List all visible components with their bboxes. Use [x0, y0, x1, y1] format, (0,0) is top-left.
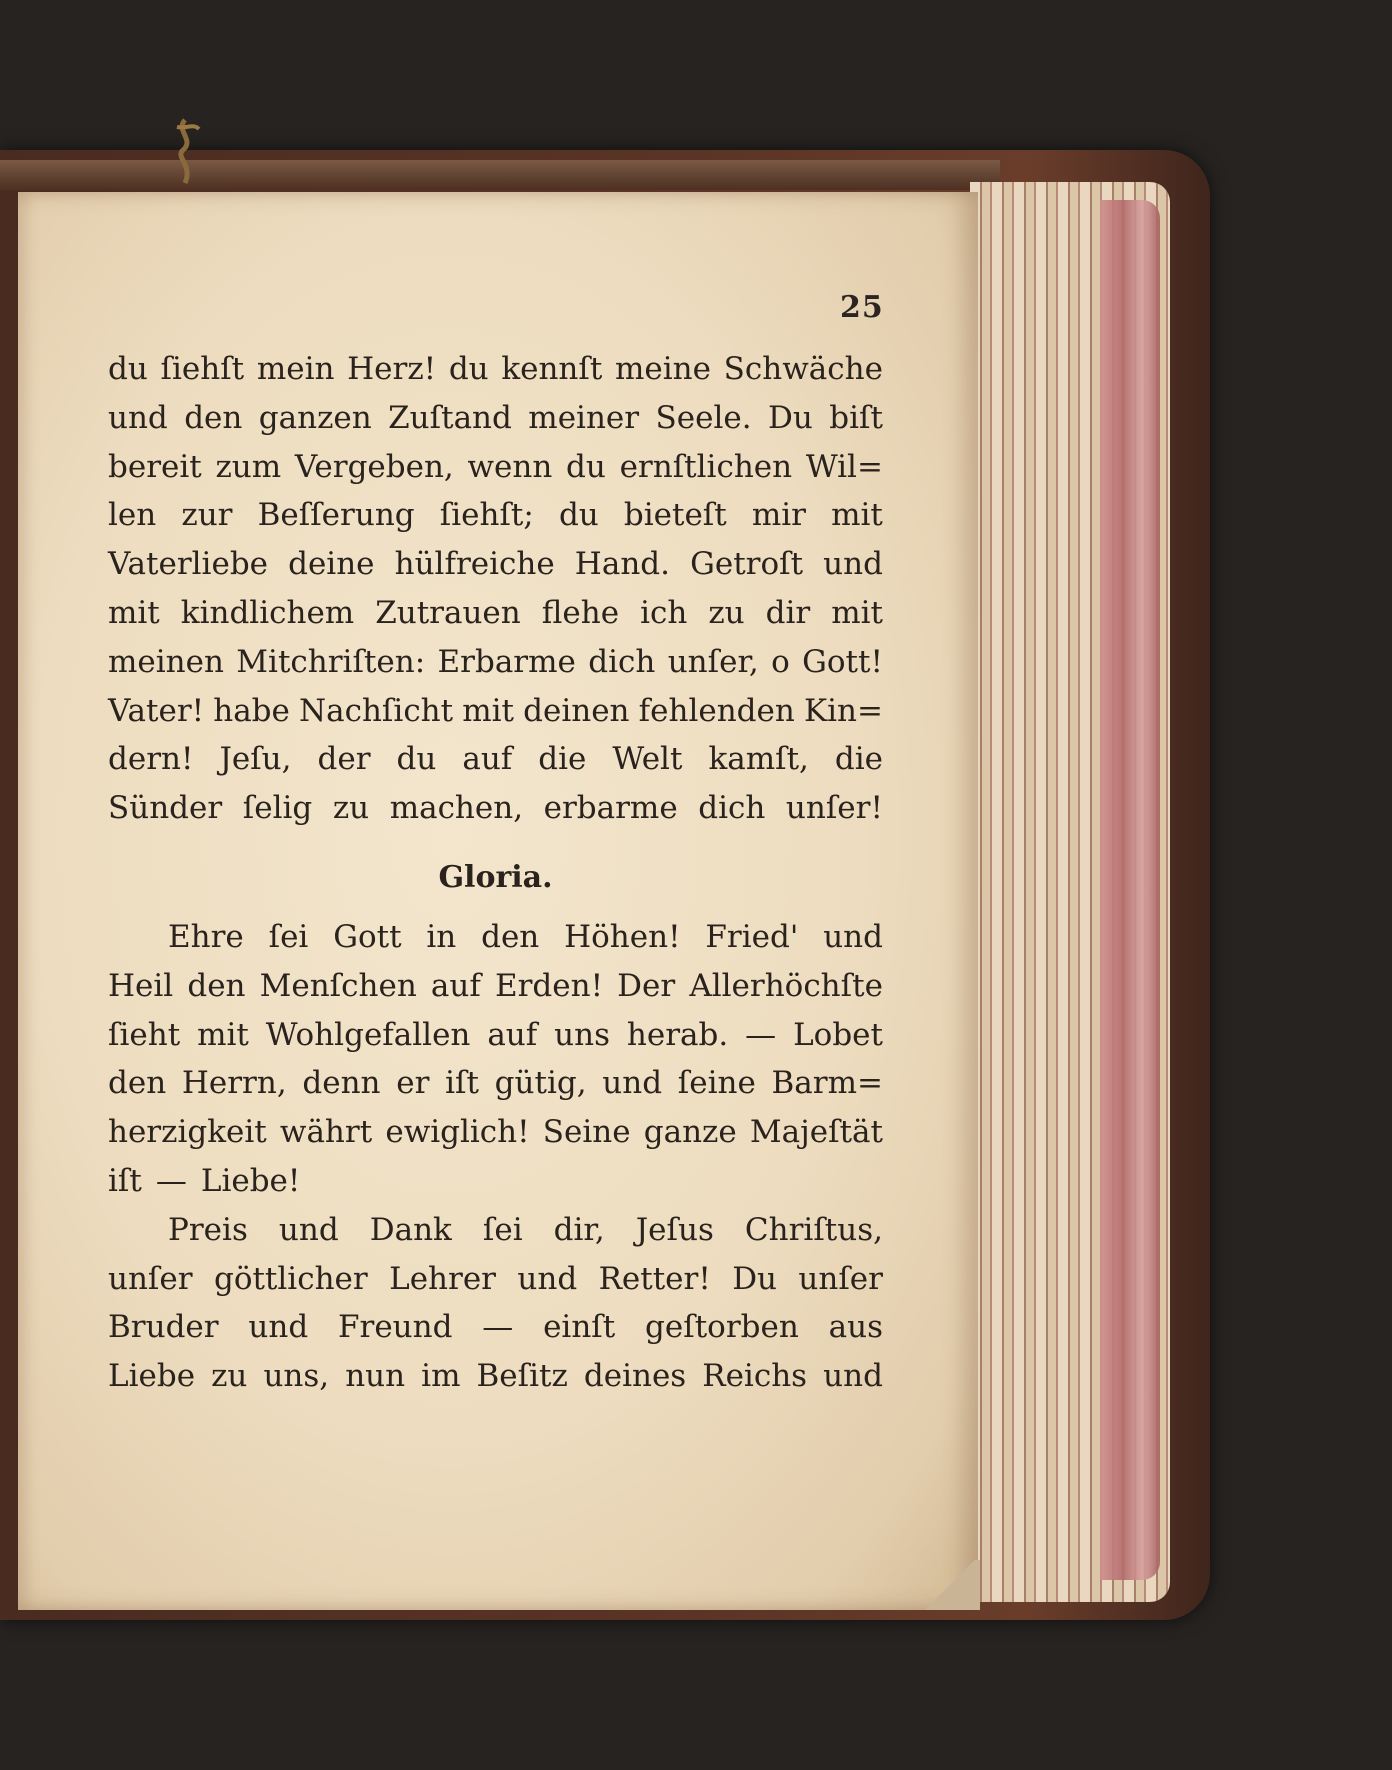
- word: Nachſicht: [299, 692, 454, 729]
- word: habe: [213, 692, 290, 729]
- word: dir: [765, 594, 811, 631]
- word: Schwäche: [723, 351, 883, 387]
- word: Ehre: [168, 918, 244, 955]
- word: Bruder: [108, 1309, 219, 1346]
- word: du: [108, 351, 148, 387]
- word: der: [317, 741, 371, 778]
- text-line: [108, 345, 883, 394]
- word: meiner: [528, 399, 640, 436]
- word: und: [108, 399, 168, 436]
- word: Du: [767, 399, 813, 436]
- word: uns,: [263, 1358, 330, 1395]
- word: du: [558, 497, 599, 534]
- text-line: [108, 1011, 883, 1060]
- word: und: [517, 1260, 578, 1297]
- word: ich: [640, 594, 688, 631]
- word: Herz!: [347, 351, 437, 387]
- word: Freund: [337, 1309, 453, 1346]
- word: ſei: [268, 918, 309, 955]
- word: dern!: [108, 741, 194, 778]
- word: einſt: [543, 1309, 616, 1346]
- word: er: [396, 1065, 430, 1102]
- word: Beſitz: [476, 1358, 568, 1395]
- word: nun: [345, 1358, 406, 1395]
- word: Der: [617, 967, 676, 1004]
- word: und: [248, 1309, 309, 1346]
- text-line: [108, 735, 883, 784]
- word: Reichs: [702, 1358, 808, 1395]
- word: bieteſt: [623, 497, 727, 534]
- page-number: 25: [840, 290, 884, 325]
- word: Wil=: [805, 448, 883, 485]
- word: Sünder: [108, 790, 223, 827]
- word: —: [745, 1016, 777, 1053]
- word: den: [187, 967, 246, 1004]
- text-line: [108, 1157, 883, 1206]
- word: uns: [554, 1016, 610, 1053]
- word: kennſt: [501, 351, 603, 387]
- word: den: [481, 918, 540, 955]
- text-line: [108, 1352, 883, 1401]
- text-line: [108, 638, 883, 687]
- word: Vergeben,: [294, 448, 454, 485]
- word: zum: [215, 448, 282, 485]
- word: die: [834, 741, 883, 778]
- word: mein: [256, 351, 335, 387]
- text-line: [108, 913, 883, 962]
- word: Gott: [333, 918, 402, 955]
- word: iſt: [108, 1162, 142, 1199]
- word: ſiehſt;: [439, 497, 534, 534]
- word: Vater!: [108, 692, 205, 729]
- word: —: [482, 1309, 514, 1346]
- text-line: [108, 1206, 883, 1255]
- word: erbarme: [543, 790, 678, 827]
- word: ſei: [482, 1211, 523, 1248]
- word: den: [108, 1065, 167, 1102]
- word: len: [108, 497, 157, 534]
- word: den: [184, 399, 243, 436]
- word: ſelig: [242, 790, 313, 827]
- word: Wohlgefallen: [265, 1016, 471, 1053]
- word: und: [278, 1211, 339, 1248]
- word: —: [155, 1162, 187, 1199]
- word: Seine: [542, 1114, 631, 1151]
- word: machen,: [389, 790, 524, 827]
- word: auf: [487, 1016, 538, 1053]
- word: unſer: [108, 1260, 193, 1297]
- red-page-edges: [1100, 200, 1160, 1580]
- text-line: [108, 1108, 883, 1157]
- word: mit: [462, 692, 515, 729]
- word: Vaterliebe: [108, 546, 269, 583]
- word: iſt: [445, 1065, 479, 1102]
- word: Heil: [108, 967, 174, 1004]
- word: o: [771, 643, 790, 680]
- word: in: [426, 918, 457, 955]
- word: zu: [332, 790, 370, 827]
- word: Preis: [168, 1211, 248, 1248]
- text-line: [108, 1303, 883, 1352]
- word: ernſtlichen: [619, 448, 793, 485]
- word: du: [448, 351, 489, 387]
- word: ſeine: [677, 1065, 756, 1102]
- word: dich: [698, 790, 766, 827]
- word: Lobet: [793, 1016, 883, 1053]
- word: und: [823, 1358, 883, 1395]
- word: Hand.: [574, 546, 670, 583]
- word: Beſſerung: [257, 497, 415, 534]
- word: Majeſtät: [749, 1114, 883, 1151]
- word: Liebe: [108, 1358, 196, 1395]
- word: bereit: [108, 448, 202, 485]
- bookmark-thread: [165, 115, 205, 185]
- word: du: [396, 741, 437, 778]
- word: ewiglich!: [385, 1114, 530, 1151]
- word: Mitchriſten:: [236, 643, 426, 680]
- word: deines: [583, 1358, 687, 1395]
- word: flehe: [541, 594, 620, 631]
- text-line: [108, 1059, 883, 1108]
- word: zu: [211, 1358, 248, 1395]
- word: und: [823, 918, 883, 955]
- word: auf: [430, 967, 481, 1004]
- word: zu: [708, 594, 745, 631]
- word: meine: [615, 351, 711, 387]
- word: mir: [751, 497, 806, 534]
- text-line: [108, 443, 883, 492]
- word: ſiehſt: [160, 351, 245, 387]
- paragraph-1: [108, 345, 883, 833]
- word: denn: [302, 1065, 381, 1102]
- word: Fried': [705, 918, 799, 955]
- word: dich: [588, 643, 656, 680]
- word: Du: [732, 1260, 778, 1297]
- word: im: [421, 1358, 461, 1395]
- word: Herrn,: [181, 1065, 287, 1102]
- word: kindlichem: [180, 594, 355, 631]
- text-line: [108, 540, 883, 589]
- word: Zutrauen: [375, 594, 521, 631]
- word: Gott!: [802, 643, 883, 680]
- word: meinen: [108, 643, 224, 680]
- word: auf: [462, 741, 513, 778]
- word: mit: [831, 497, 883, 534]
- word: fehlenden: [638, 692, 795, 729]
- text-line: [108, 1255, 883, 1304]
- word: Menſchen: [259, 967, 417, 1004]
- word: die: [538, 741, 587, 778]
- word: Erden!: [494, 967, 604, 1004]
- word: Getroſt: [690, 546, 804, 583]
- word: herzigkeit: [108, 1114, 267, 1151]
- text-line: [108, 394, 883, 443]
- word: Dank: [369, 1211, 452, 1248]
- page-text: [108, 345, 883, 1401]
- word: unſer!: [785, 790, 883, 827]
- word: und: [823, 546, 883, 583]
- word: ganzen: [258, 399, 372, 436]
- word: gütig,: [494, 1065, 587, 1102]
- word: ganze: [643, 1114, 737, 1151]
- word: ſieht: [108, 1016, 181, 1053]
- word: mit: [197, 1016, 249, 1053]
- word: Retter!: [598, 1260, 711, 1297]
- word: Jeſu,: [219, 741, 292, 778]
- word: dir,: [553, 1211, 605, 1248]
- word: Höhen!: [564, 918, 681, 955]
- word: aus: [828, 1309, 883, 1346]
- text-line: [108, 491, 883, 540]
- word: hülfreiche: [394, 546, 555, 583]
- word: kamſt,: [708, 741, 809, 778]
- paragraph-3: [108, 1206, 883, 1401]
- word: Chriſtus,: [744, 1211, 883, 1248]
- word: mit: [108, 594, 160, 631]
- cover-top-edge: [0, 160, 1000, 190]
- word: mit: [831, 594, 883, 631]
- page-corner-fold: [920, 1560, 980, 1610]
- word: Allerhöchſte: [689, 967, 883, 1004]
- word: deine: [288, 546, 375, 583]
- word: deinen: [523, 692, 630, 729]
- word: Zuſtand: [388, 399, 512, 436]
- word: währt: [279, 1114, 373, 1151]
- word: und: [602, 1065, 663, 1102]
- word: Lehrer: [389, 1260, 496, 1297]
- word: unſer,: [667, 643, 759, 680]
- word: Jeſus: [635, 1211, 714, 1248]
- word: zur: [181, 497, 233, 534]
- word: Seele.: [655, 399, 752, 436]
- text-line: [108, 589, 883, 638]
- text-line: [108, 962, 883, 1011]
- word: wenn: [467, 448, 553, 485]
- word: unſer: [798, 1260, 883, 1297]
- word: Liebe!: [200, 1162, 301, 1199]
- word: Erbarme: [437, 643, 576, 680]
- word: Kin=: [803, 692, 883, 729]
- text-line: [108, 687, 883, 736]
- word: herab.: [626, 1016, 729, 1053]
- word: du: [566, 448, 606, 485]
- word: geſtorben: [645, 1309, 799, 1346]
- word: biſt: [829, 399, 883, 436]
- word: Welt: [612, 741, 683, 778]
- section-heading: Gloria.: [438, 859, 553, 895]
- text-line: [108, 784, 883, 833]
- word: göttlicher: [213, 1260, 368, 1297]
- word: Barm=: [771, 1065, 883, 1102]
- paragraph-2: [108, 913, 883, 1206]
